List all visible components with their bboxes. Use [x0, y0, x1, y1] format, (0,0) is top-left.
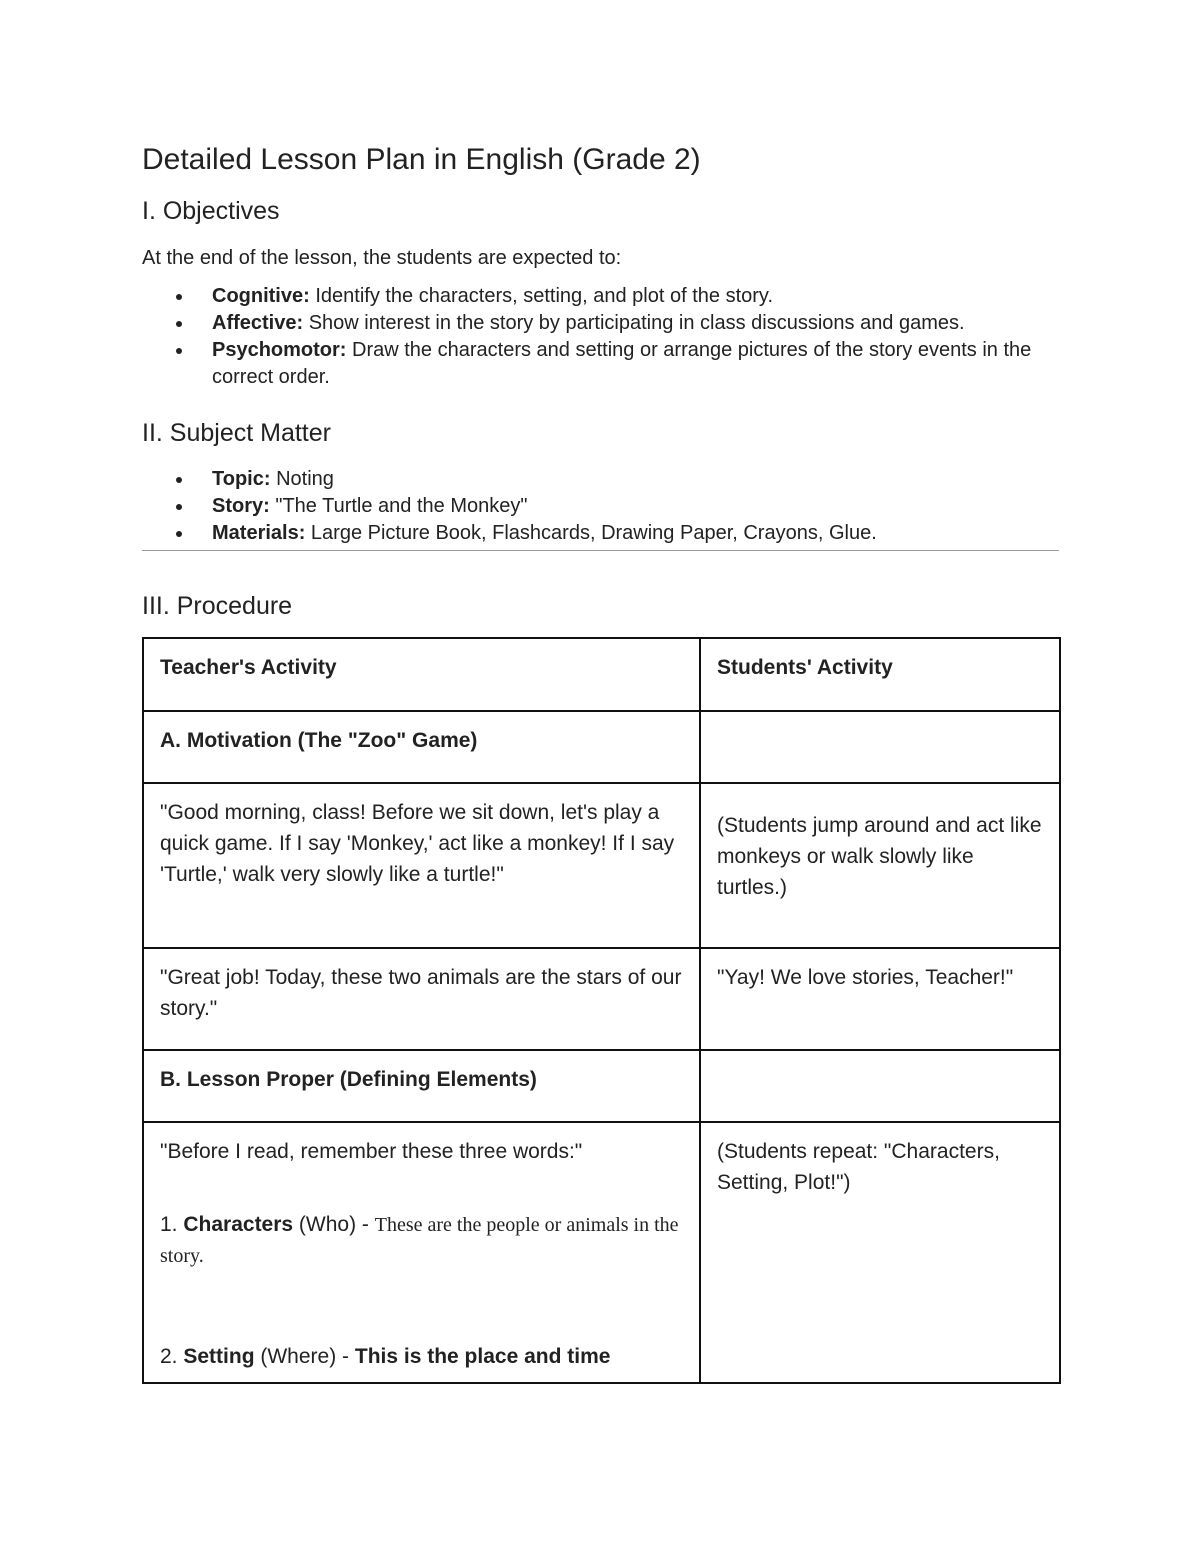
table-row — [143, 783, 1060, 948]
term-setting: Setting — [183, 1345, 255, 1368]
teacher-activity-header: Teacher's Activity — [143, 638, 700, 711]
horizontal-divider — [142, 550, 1059, 551]
procedure-table — [142, 637, 1061, 1384]
document-title: Detailed Lesson Plan in English (Grade 2) — [142, 143, 701, 176]
subject-label: Story: — [212, 495, 270, 517]
subject-item-materials — [142, 520, 1042, 547]
objective-label: Affective: — [212, 312, 304, 334]
teacher-activity-cell: "Great job! Today, these two animals are the stars of our story." — [143, 948, 700, 1050]
spacer — [160, 1271, 683, 1341]
subject-label: Materials: — [212, 522, 306, 544]
teacher-activity-cell — [143, 1122, 700, 1383]
term-definition: These are the people or animals in the story. — [160, 1214, 679, 1267]
students-activity-header: Students' Activity — [700, 638, 1060, 711]
table-row — [143, 711, 1060, 783]
teacher-activity-cell: "Good morning, class! Before we sit down, let's play a quick game. If I say 'Monkey,' act like a monkey! If I say 'Turtle,' walk very slowly like a turtle!" — [143, 783, 700, 948]
empty-cell — [700, 1050, 1060, 1122]
table-header-row — [143, 638, 1060, 711]
spacer — [160, 1167, 683, 1209]
table-row — [143, 1050, 1060, 1122]
objective-item-cognitive — [142, 283, 1042, 310]
objective-item-psychomotor — [142, 337, 1042, 391]
term-question: (Where) - — [254, 1345, 355, 1368]
subject-matter-list — [142, 466, 1042, 547]
term-characters: Characters — [183, 1213, 294, 1236]
subject-label: Topic: — [212, 468, 271, 490]
section-b-title: B. Lesson Proper (Defining Elements) — [143, 1050, 700, 1122]
objective-text: Draw the characters and setting or arrange pictures of the story events in the correct order. — [212, 339, 1032, 388]
objectives-heading: I. Objectives — [142, 197, 280, 225]
subject-text: Noting — [270, 468, 334, 490]
objective-text: Show interest in the story by participating in class discussions and games. — [303, 312, 965, 334]
objective-label: Cognitive: — [212, 285, 310, 307]
students-activity-cell: "Yay! We love stories, Teacher!" — [700, 948, 1060, 1050]
students-activity-cell: (Students jump around and act like monkeys or walk slowly like turtles.) — [700, 783, 1060, 948]
section-a-title: A. Motivation (The "Zoo" Game) — [143, 711, 700, 783]
table-row — [143, 948, 1060, 1050]
lesson-intro-text: "Before I read, remember these three words:" — [160, 1140, 583, 1163]
empty-cell — [700, 711, 1060, 783]
subject-item-topic — [142, 466, 1042, 493]
objectives-intro: At the end of the lesson, the students are expected to: — [142, 247, 622, 269]
subject-item-story — [142, 493, 1042, 520]
subject-matter-heading: II. Subject Matter — [142, 419, 331, 447]
term-question: (Who) - — [293, 1213, 375, 1236]
students-activity-cell: (Students repeat: "Characters, Setting, Plot!") — [700, 1122, 1060, 1383]
subject-text: "The Turtle and the Monkey" — [269, 495, 528, 517]
procedure-heading: III. Procedure — [142, 592, 293, 620]
item-number: 2. — [160, 1345, 184, 1368]
objective-text: Identify the characters, setting, and plot of the story. — [309, 285, 773, 307]
item-number: 1. — [160, 1213, 184, 1236]
objectives-list — [142, 283, 1042, 391]
objective-label: Psychomotor: — [212, 339, 347, 361]
objective-item-affective — [142, 310, 1042, 337]
subject-text: Large Picture Book, Flashcards, Drawing Paper, Crayons, Glue. — [305, 522, 877, 544]
term-definition: This is the place and time — [354, 1345, 611, 1368]
table-row — [143, 1122, 1060, 1383]
